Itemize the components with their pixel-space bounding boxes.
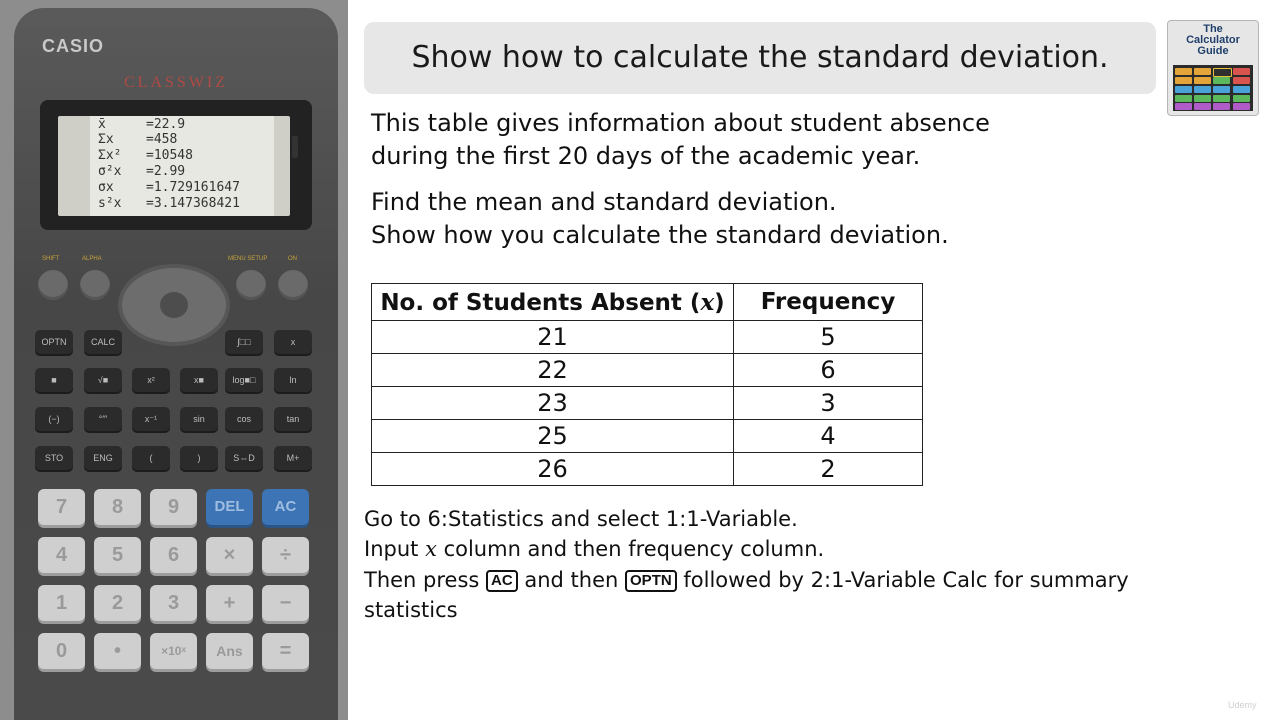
alpha-label: ALPHA (82, 256, 102, 262)
cell-x: 22 (372, 354, 734, 387)
key-7[interactable]: 7 (38, 489, 85, 525)
integral-key[interactable]: ∫□□ (225, 330, 263, 354)
optn-key-icon: OPTN (625, 570, 677, 592)
cell-x: 23 (372, 387, 734, 420)
calculator-brand: CASIO (42, 36, 105, 56)
key-5[interactable]: 5 (94, 537, 141, 573)
cell-frequency: 5 (734, 321, 923, 354)
cell-x: 25 (372, 420, 734, 453)
fraction-key[interactable]: ■ (35, 368, 73, 392)
divide-key[interactable]: ÷ (262, 537, 309, 573)
alpha-key[interactable] (80, 270, 110, 300)
ac-key-icon: AC (486, 570, 518, 592)
cell-frequency: 4 (734, 420, 923, 453)
key-8[interactable]: 8 (94, 489, 141, 525)
instruction-line-3: Then press AC and then OPTN followed by 2:1-Variable Calc for summary (364, 568, 1129, 592)
calculator-guide-logo (1167, 20, 1259, 116)
table-row (372, 354, 923, 387)
menu-label: MENU SETUP (228, 256, 268, 262)
equals-key[interactable]: = (262, 633, 309, 669)
table-row (372, 420, 923, 453)
display-row: Σx² =10548 (98, 148, 193, 163)
key-9[interactable]: 9 (150, 489, 197, 525)
display-row: s²x =3.147368421 (98, 196, 240, 211)
display-scrollbar (292, 136, 298, 158)
del-key[interactable]: DEL (206, 489, 253, 525)
page-title: Show how to calculate the standard deviation. (411, 40, 1109, 75)
x-key[interactable]: x (274, 330, 312, 354)
degree-key[interactable]: °′″ (84, 407, 122, 431)
calc-key[interactable]: CALC (84, 330, 122, 354)
cell-frequency: 2 (734, 453, 923, 486)
shift-label: SHIFT (42, 256, 60, 262)
key-6[interactable]: 6 (150, 537, 197, 573)
dpad-center (160, 292, 188, 318)
intro-line-1: This table gives information about student absence (371, 109, 990, 137)
calculator-image (0, 0, 348, 720)
close-paren-key[interactable]: ) (180, 446, 218, 470)
cos-key[interactable]: cos (225, 407, 263, 431)
shift-key[interactable] (38, 270, 68, 300)
plus-key[interactable]: + (206, 585, 253, 621)
table-header-row (372, 284, 923, 321)
table-row (372, 453, 923, 486)
intro-line-2: during the first 20 days of the academic year. (371, 142, 921, 170)
open-paren-key[interactable]: ( (132, 446, 170, 470)
display-row: Σx =458 (98, 132, 178, 147)
key-4[interactable]: 4 (38, 537, 85, 573)
optn-key[interactable]: OPTN (35, 330, 73, 354)
calculator-model: CLASSWIZ (124, 74, 228, 91)
sto-key[interactable]: STO (35, 446, 73, 470)
logo-keypad-icon (1173, 65, 1253, 111)
title-banner (364, 22, 1156, 94)
instruction-line-4: statistics (364, 598, 458, 622)
ans-key[interactable]: Ans (206, 633, 253, 669)
cell-frequency: 3 (734, 387, 923, 420)
ln-key[interactable]: ln (274, 368, 312, 392)
cell-x: 21 (372, 321, 734, 354)
display-row: σx =1.729161647 (98, 180, 240, 195)
cell-x: 26 (372, 453, 734, 486)
key-2[interactable]: 2 (94, 585, 141, 621)
minus-key[interactable]: − (262, 585, 309, 621)
log-key[interactable]: log■□ (225, 368, 263, 392)
negative-key[interactable]: (−) (35, 407, 73, 431)
eng-key[interactable]: ENG (84, 446, 122, 470)
table-row (372, 387, 923, 420)
header-frequency: Frequency (734, 284, 923, 321)
tan-key[interactable]: tan (274, 407, 312, 431)
instruction-line-1: Go to 6:Statistics and select 1:1-Variable. (364, 507, 798, 531)
direction-pad[interactable] (122, 268, 226, 342)
cell-frequency: 6 (734, 354, 923, 387)
key-0[interactable]: 0 (38, 633, 85, 669)
reciprocal-key[interactable]: x⁻¹ (132, 407, 170, 431)
logo-text: The Calculator Guide (1186, 23, 1240, 57)
sqrt-key[interactable]: √■ (84, 368, 122, 392)
absence-frequency-table (371, 283, 923, 486)
header-students-absent: No. of Students Absent (x) (372, 284, 734, 321)
power-key[interactable]: x■ (180, 368, 218, 392)
table-row (372, 321, 923, 354)
sin-key[interactable]: sin (180, 407, 218, 431)
instruction-line-2: Input x column and then frequency column. (364, 537, 825, 561)
menu-key[interactable] (236, 270, 266, 300)
udemy-watermark: Udemy (1228, 700, 1257, 710)
task-line-2: Show how you calculate the standard deviation. (371, 221, 949, 249)
key-1[interactable]: 1 (38, 585, 85, 621)
ac-key[interactable]: AC (262, 489, 309, 525)
calculator-display-frame (40, 100, 312, 230)
sd-key[interactable]: S⇔D (225, 446, 263, 470)
calculator-display (58, 116, 290, 216)
on-key[interactable] (278, 270, 308, 300)
decimal-key[interactable]: • (94, 633, 141, 669)
on-label: ON (288, 256, 297, 262)
exp-key[interactable]: ×10ˣ (150, 633, 197, 669)
square-key[interactable]: x² (132, 368, 170, 392)
mplus-key[interactable]: M+ (274, 446, 312, 470)
task-line-1: Find the mean and standard deviation. (371, 188, 837, 216)
display-row: σ²x =2.99 (98, 164, 186, 179)
multiply-key[interactable]: × (206, 537, 253, 573)
display-row: x̄ =22.9 (98, 117, 186, 132)
key-3[interactable]: 3 (150, 585, 197, 621)
